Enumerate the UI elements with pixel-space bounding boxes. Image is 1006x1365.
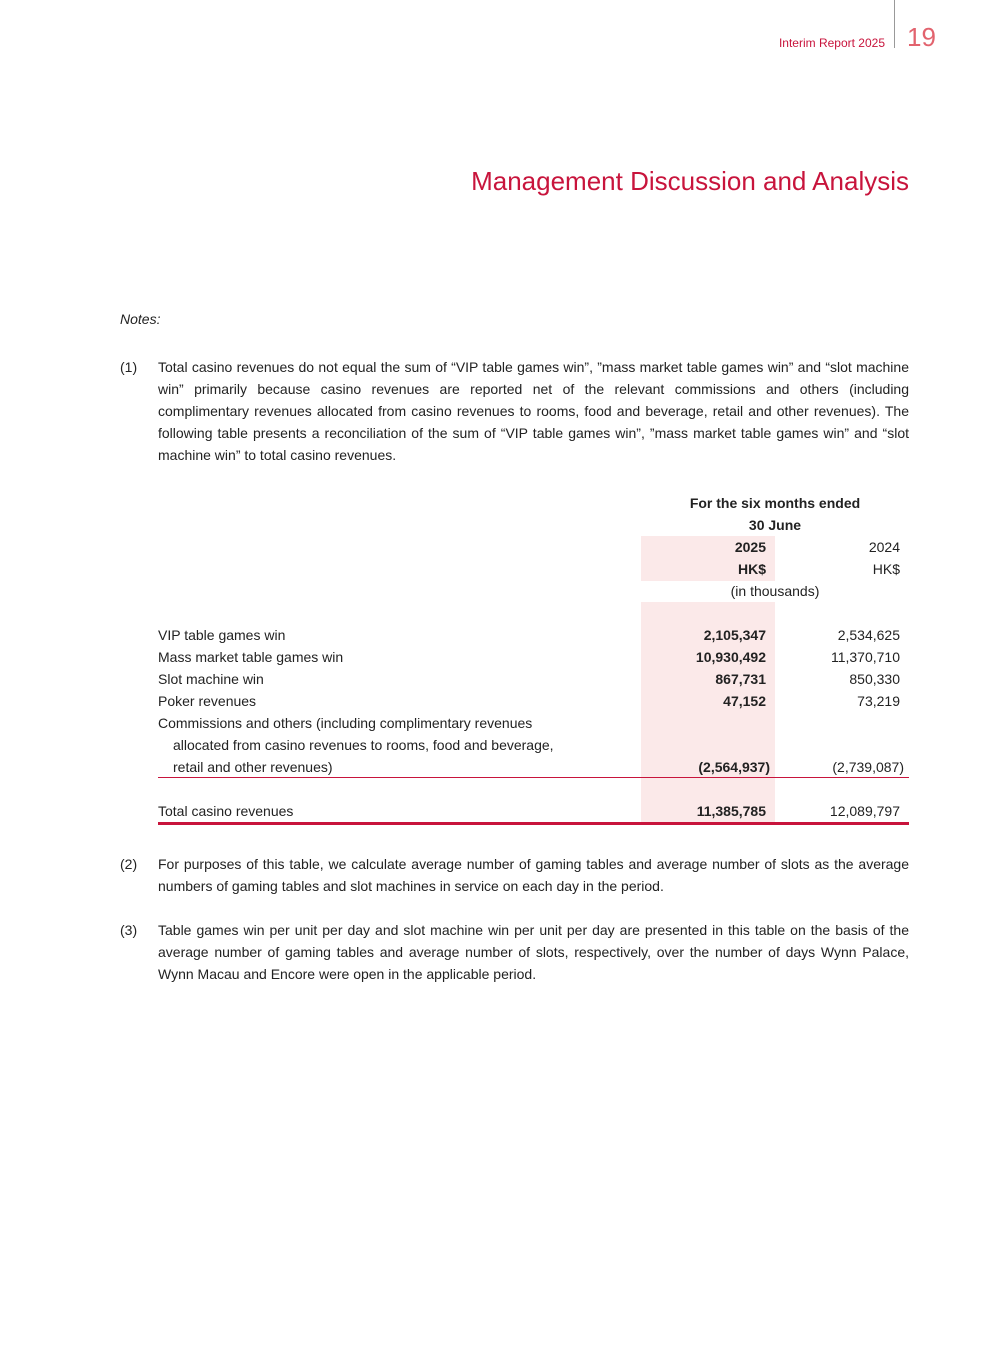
- header-divider: [894, 0, 895, 48]
- note-number: (1): [120, 359, 138, 375]
- row-label: Slot machine win: [158, 671, 264, 687]
- row-current: 2,105,347: [703, 627, 766, 643]
- note-number: (3): [120, 922, 138, 938]
- note-number: (2): [120, 856, 138, 872]
- total-label: Total casino revenues: [158, 803, 294, 819]
- total-prior: 12,089,797: [829, 803, 900, 819]
- note-1: [120, 356, 909, 466]
- notes-label: Notes:: [120, 311, 161, 327]
- year-current: 2025: [734, 539, 766, 555]
- page-number: 19: [907, 22, 936, 52]
- row-prior: 73,219: [857, 693, 900, 709]
- commissions-prior: (2,739,087): [832, 759, 904, 775]
- row-prior: 11,370,710: [830, 649, 900, 665]
- row-prior: 850,330: [849, 671, 900, 687]
- note-text: For purposes of this table, we calculate average number of gaming tables and average number of slots as the average numbers of gaming tables and slot machines in service on each day in the period.: [158, 856, 909, 894]
- row-current: 10,930,492: [695, 649, 766, 665]
- report-title: Interim Report 2025: [778, 36, 885, 50]
- year-prior: 2024: [868, 539, 900, 555]
- currency-current: HK$: [737, 561, 766, 577]
- currency-prior: HK$: [872, 561, 900, 577]
- row-current: 867,731: [715, 671, 766, 687]
- note-text: Total casino revenues do not equal the sum of “VIP table games win”, ”mass market table games win” and “slot machine win” primarily because casino revenues are reported net of the relevant commissions and others (including complimentary revenues allocated from casino revenues to rooms, food and beverage, retail and other revenues). The following table presents a reconciliation of the sum of “VIP table games win”, ”mass market table games win” and “slot machine win” to total casino revenues.: [158, 359, 909, 463]
- period-header-date: 30 June: [748, 517, 802, 533]
- total-current: 11,385,785: [696, 803, 766, 819]
- period-header: For the six months ended: [689, 495, 861, 511]
- note-3: [120, 919, 909, 985]
- total-rule: [158, 822, 909, 825]
- commissions-label: Commissions and others (including complimentary revenues: [158, 715, 533, 731]
- commissions-label-cont: retail and other revenues): [173, 759, 333, 775]
- commissions-label-cont: allocated from casino revenues to rooms, food and beverage,: [173, 737, 554, 753]
- row-label: Mass market table games win: [158, 649, 344, 665]
- note-2: [120, 853, 909, 897]
- row-current: 47,152: [723, 693, 766, 709]
- note-text: Table games win per unit per day and slot machine win per unit per day are presented in this table on the basis of the average number of gaming tables and average number of slots, respectively, over the number of days Wynn Palace, Wynn Macau and Encore were open in the applicable period.: [158, 922, 909, 982]
- row-label: VIP table games win: [158, 627, 286, 643]
- commissions-current: (2,564,937): [698, 759, 770, 775]
- row-prior: 2,534,625: [837, 627, 900, 643]
- units-label: (in thousands): [730, 583, 820, 599]
- row-label: Poker revenues: [158, 693, 257, 709]
- subtotal-rule: [158, 777, 909, 778]
- page-title: Management Discussion and Analysis: [471, 166, 909, 196]
